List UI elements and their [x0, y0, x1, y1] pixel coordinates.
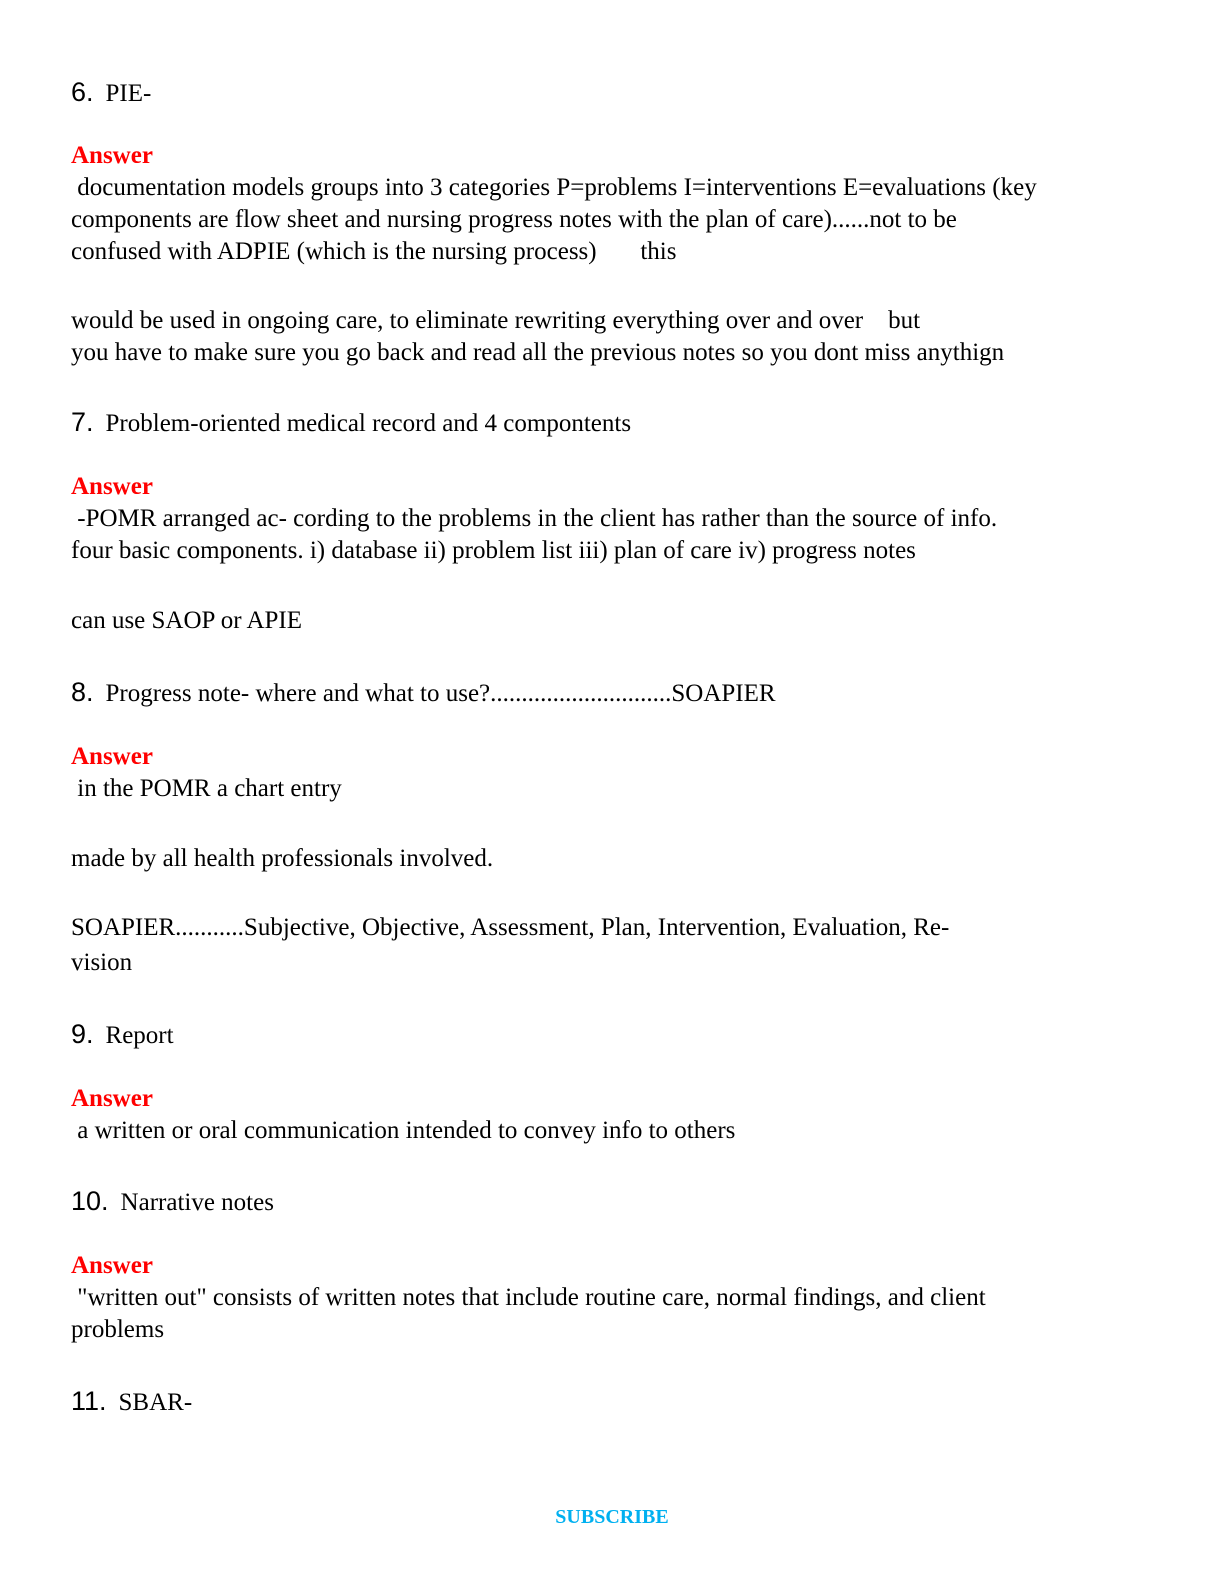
answer-line: problems: [71, 1316, 165, 1343]
question-number: 6.: [71, 77, 94, 107]
answer-paragraph: [71, 773, 342, 805]
question-8-heading: [71, 676, 776, 710]
question-number: 9.: [71, 1019, 94, 1049]
answer-label: Answer: [71, 1085, 153, 1112]
answer-line: would be used in ongoing care, to eliminate rewriting everything over and over but: [71, 307, 921, 334]
answer-paragraph: [71, 305, 1004, 369]
answer-paragraph: [71, 843, 493, 875]
question-title: Problem-oriented medical record and 4 compontents: [105, 410, 632, 437]
question-11-heading: [71, 1385, 192, 1419]
answer-line: vision: [71, 949, 133, 976]
question-title: Narrative notes: [120, 1189, 274, 1216]
question-number: 10.: [71, 1186, 109, 1216]
answer-line: four basic components. i) database ii) problem list iii) plan of care iv) progress notes: [71, 537, 916, 564]
answer-line: made by all health professionals involved.: [71, 845, 494, 872]
question-number: 8.: [71, 677, 94, 707]
answer-line: can use SAOP or APIE: [71, 607, 303, 634]
answer-line: "written out" consists of written notes that include routine care, normal findings, and client: [71, 1284, 986, 1311]
answer-paragraph: [71, 605, 302, 637]
answer-line: SOAPIER...........Subjective, Objective, Assessment, Plan, Intervention, Evaluation, Re-: [71, 914, 950, 941]
answer-line: -POMR arranged ac- cording to the problems in the client has rather than the source of info.: [71, 505, 998, 532]
answer-line: you have to make sure you go back and read all the previous notes so you dont miss anythign: [71, 339, 1005, 366]
question-7-heading: [71, 406, 631, 440]
question-title: PIE-: [105, 80, 152, 107]
answer-line: components are flow sheet and nursing progress notes with the plan of care)......not to be: [71, 206, 957, 233]
question-10-heading: [71, 1185, 274, 1219]
answer-line: documentation models groups into 3 categories P=problems I=interventions E=evaluations (key: [71, 174, 1037, 201]
question-title: Report: [105, 1022, 174, 1049]
question-title: Progress note- where and what to use?.............................SOAPIER: [105, 680, 776, 707]
question-title: SBAR-: [118, 1389, 193, 1416]
question-number: 11.: [71, 1386, 107, 1416]
subscribe-link[interactable]: SUBSCRIBE: [555, 1506, 669, 1528]
question-number: 7.: [71, 407, 94, 437]
answer-line: confused with ADPIE (which is the nursing process) this: [71, 238, 677, 265]
answer-line: a written or oral communication intended to convey info to others: [71, 1117, 736, 1144]
answer-paragraph: [71, 1115, 735, 1147]
answer-paragraph: [71, 503, 997, 567]
answer-label: Answer: [71, 743, 153, 770]
question-9-heading: [71, 1018, 174, 1052]
answer-label: Answer: [71, 142, 153, 169]
answer-line: in the POMR a chart entry: [71, 775, 342, 802]
answer-label: Answer: [71, 473, 153, 500]
answer-paragraph: [71, 912, 949, 979]
question-6-heading: [71, 76, 151, 110]
answer-paragraph: [71, 1282, 986, 1346]
answer-paragraph: [71, 172, 1037, 268]
answer-label: Answer: [71, 1252, 153, 1279]
